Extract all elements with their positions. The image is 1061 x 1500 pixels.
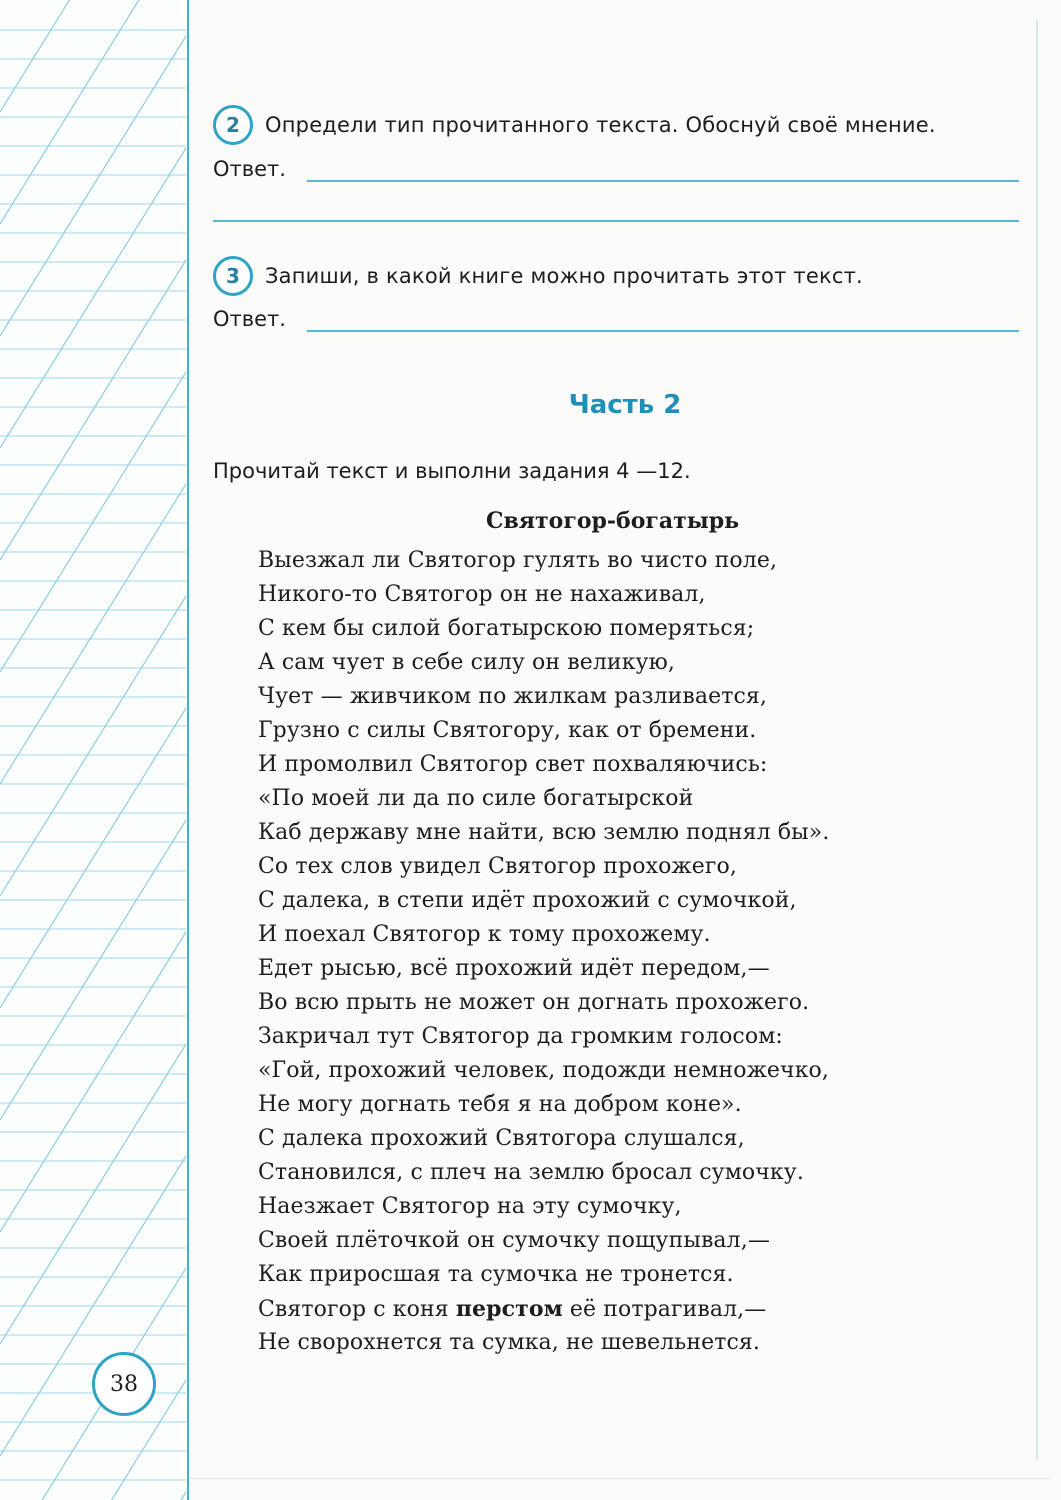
poem-line-part: Святогор с коня <box>258 1297 456 1322</box>
poem-line: Грузно с силы Святогору, как от бремени. <box>258 718 757 743</box>
poem-line-part: её потрагивал,— <box>562 1297 767 1322</box>
part-title: Часть 2 <box>568 390 682 420</box>
reading-instruction: Прочитай текст и выполни задания 4 —12. <box>213 459 691 483</box>
poem-line: Как приросшая та сумочка не тронется. <box>258 1262 734 1287</box>
poem-line: Со тех слов увидел Святогор прохожего, <box>258 854 737 879</box>
poem-line: Чует — живчиком по жилкам разливается, <box>258 684 767 709</box>
margin-slant-line <box>0 1044 186 1344</box>
margin-slant-line <box>0 0 186 224</box>
page-edge <box>1036 20 1038 1460</box>
poem-line: А сам чует в себе силу он великую, <box>258 650 675 675</box>
ruled-margin <box>0 0 190 1500</box>
margin-slant-line <box>0 0 186 112</box>
task-3 <box>213 256 863 296</box>
bottom-rule <box>190 1478 1050 1479</box>
task-3-number: 3 <box>213 256 253 296</box>
poem-line: Во всю прыть не может он догнать прохожего. <box>258 990 810 1015</box>
margin-slant-line <box>0 820 186 1120</box>
margin-slant-line <box>0 1380 186 1500</box>
task-3-text: Запиши, в какой книге можно прочитать этот текст. <box>265 264 863 288</box>
margin-slant-line <box>0 484 186 784</box>
poem-line: Становился, с плеч на землю бросал сумочку. <box>258 1160 804 1185</box>
poem-line: Своей плёточкой он сумочку пощупывал,— <box>258 1228 770 1253</box>
margin-guide-lines <box>0 0 190 1500</box>
margin-border <box>187 0 189 1500</box>
poem-text <box>258 544 1018 1360</box>
margin-slant-line <box>0 708 186 1008</box>
poem-line: Закричал тут Святогор да громким голосом: <box>258 1024 783 1049</box>
poem-title: Святогор-богатырь <box>486 508 740 534</box>
page-number: 38 <box>92 1352 156 1416</box>
poem-line: «Гой, прохожий человек, подожди немножечко, <box>258 1058 829 1083</box>
task-2-answer-line-2[interactable] <box>213 220 1019 222</box>
poem-line: Не сворохнется та сумка, не шевельнется. <box>258 1330 760 1355</box>
margin-slant-line <box>0 596 186 896</box>
poem-line: С далека прохожий Святогора слушался, <box>258 1126 745 1151</box>
task-2-answer-line-1[interactable] <box>307 180 1019 182</box>
poem-line: Не могу догнать тебя я на добром коне». <box>258 1092 742 1117</box>
poem-line: Выезжал ли Святогор гулять во чисто поле, <box>258 548 778 573</box>
task-2-text: Определи тип прочитанного текста. Обоснуй своё мнение. <box>265 113 936 137</box>
task-2-number: 2 <box>213 105 253 145</box>
task-2-answer-label: Ответ. <box>213 157 286 181</box>
poem-line-with-bold-word <box>258 1292 1018 1326</box>
poem-line: С кем бы силой богатырскою померяться; <box>258 616 755 641</box>
poem-line: С далека, в степи идёт прохожий с сумочкой, <box>258 888 797 913</box>
poem-line: И промолвил Святогор свет похваляючись: <box>258 752 768 777</box>
poem-line: Каб державу мне найти, всю землю поднял бы». <box>258 820 830 845</box>
task-2 <box>213 105 936 145</box>
task-3-answer-line[interactable] <box>307 330 1019 332</box>
poem-line: И поехал Святогор к тому прохожему. <box>258 922 711 947</box>
poem-line: Едет рысью, всё прохожий идёт передом,— <box>258 956 770 981</box>
poem-line: Никого-то Святогор он не нахаживал, <box>258 582 706 607</box>
poem-line: Наезжает Святогор на эту сумочку, <box>258 1194 682 1219</box>
poem-bold-word: перстом <box>455 1296 563 1322</box>
poem-line: «По моей ли да по силе богатырской <box>258 786 694 811</box>
task-3-answer-label: Ответ. <box>213 307 286 331</box>
margin-slant-line <box>0 1492 186 1500</box>
margin-slant-line <box>0 932 186 1232</box>
